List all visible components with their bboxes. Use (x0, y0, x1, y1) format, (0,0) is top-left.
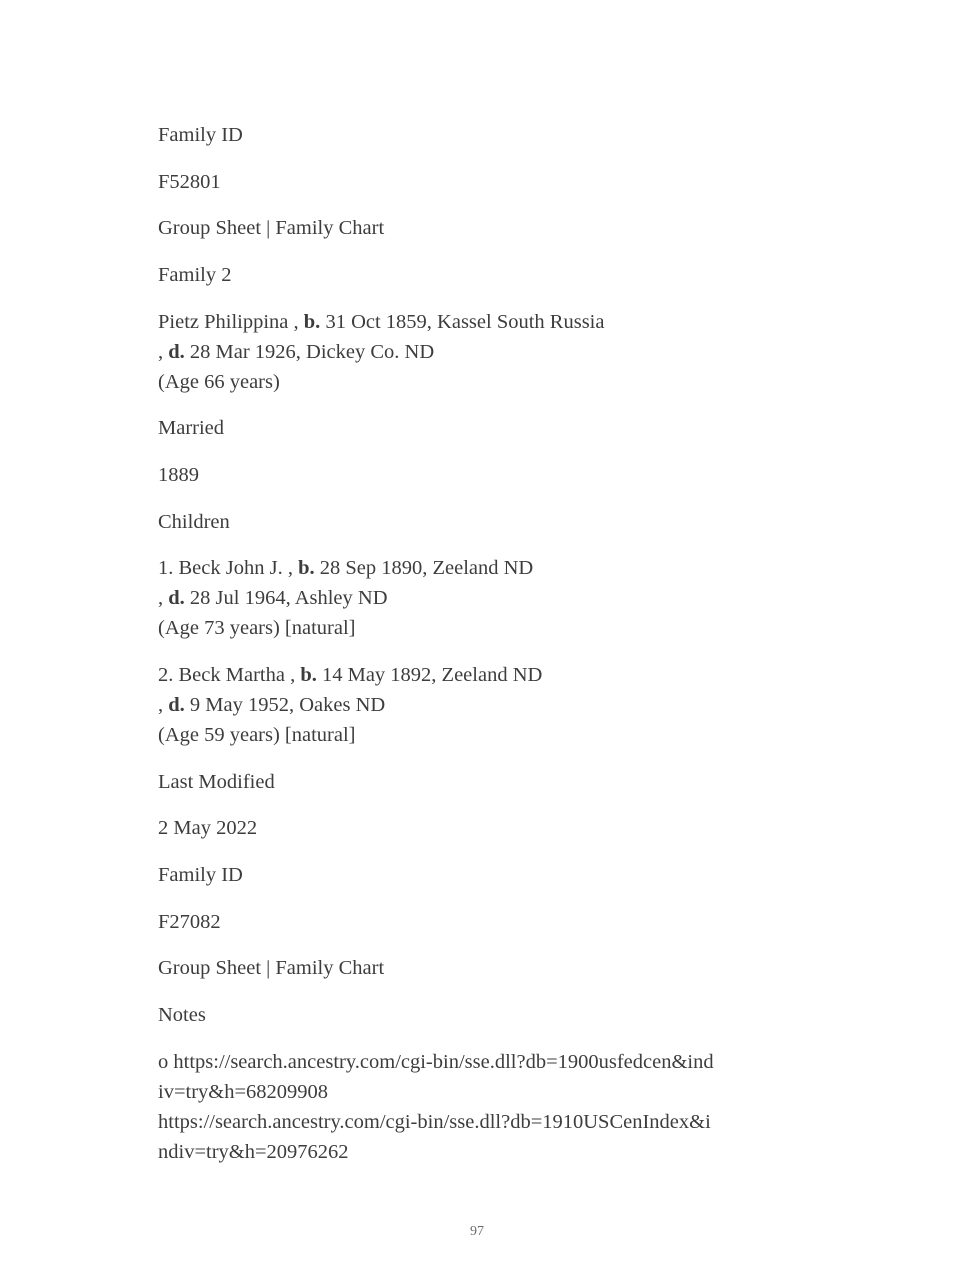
death-label: d. (168, 694, 185, 716)
child-birth: 14 May 1892, Zeeland ND (321, 664, 543, 686)
child-birth-line (158, 558, 533, 579)
death-prefix: , (158, 587, 164, 609)
family-number-label: Family 2 (158, 264, 232, 286)
note-line: https://search.ancestry.com/cgi-bin/sse.dll?db=1910USCenIndex&i (158, 1111, 711, 1133)
child-birth: 28 Sep 1890, Zeeland ND (319, 557, 534, 579)
children-label: Children (158, 511, 230, 533)
family-id-value: F52801 (158, 171, 221, 193)
note-line: iv=try&h=68209908 (158, 1081, 329, 1103)
child-birth-line (158, 665, 542, 686)
death-prefix: , (158, 341, 164, 363)
child-death: 9 May 1952, Oakes ND (189, 694, 386, 716)
spouse-age: (Age 66 years) (158, 371, 280, 393)
spouse-birth: 31 Oct 1859, Kassel South Russia (325, 311, 605, 333)
child-death: 28 Jul 1964, Ashley ND (189, 587, 388, 609)
last-modified-value: 2 May 2022 (158, 817, 258, 839)
birth-label: b. (303, 311, 321, 333)
spouse-death-line (158, 342, 434, 363)
group-sheet-family-chart-links: Group Sheet | Family Chart (158, 217, 385, 239)
death-prefix: , (158, 694, 164, 716)
notes-label: Notes (158, 1004, 206, 1026)
married-label: Married (158, 417, 225, 439)
note-line: o https://search.ancestry.com/cgi-bin/sse.dll?db=1900usfedcen&ind (158, 1051, 714, 1073)
death-label: d. (168, 587, 185, 609)
child-name: 1. Beck John J. , (158, 557, 293, 579)
note-line: ndiv=try&h=20976262 (158, 1141, 349, 1163)
spouse-death: 28 Mar 1926, Dickey Co. ND (189, 341, 435, 363)
child-age: (Age 59 years) [natural] (158, 724, 356, 746)
last-modified-label: Last Modified (158, 771, 275, 793)
spouse-birth-line (158, 312, 604, 333)
birth-label: b. (298, 557, 315, 579)
child-age: (Age 73 years) [natural] (158, 617, 356, 639)
group-sheet-family-chart-links: Group Sheet | Family Chart (158, 957, 385, 979)
child-name: 2. Beck Martha , (158, 664, 296, 686)
child-death-line (158, 695, 385, 716)
family-id-label: Family ID (158, 124, 243, 146)
family-id-label: Family ID (158, 864, 243, 886)
birth-label: b. (300, 664, 317, 686)
spouse-name: Pietz Philippina , (158, 311, 299, 333)
family-id-value: F27082 (158, 911, 221, 933)
page-number: 97 (470, 1224, 484, 1239)
married-value: 1889 (158, 464, 199, 486)
death-label: d. (168, 341, 185, 363)
child-death-line (158, 588, 388, 609)
